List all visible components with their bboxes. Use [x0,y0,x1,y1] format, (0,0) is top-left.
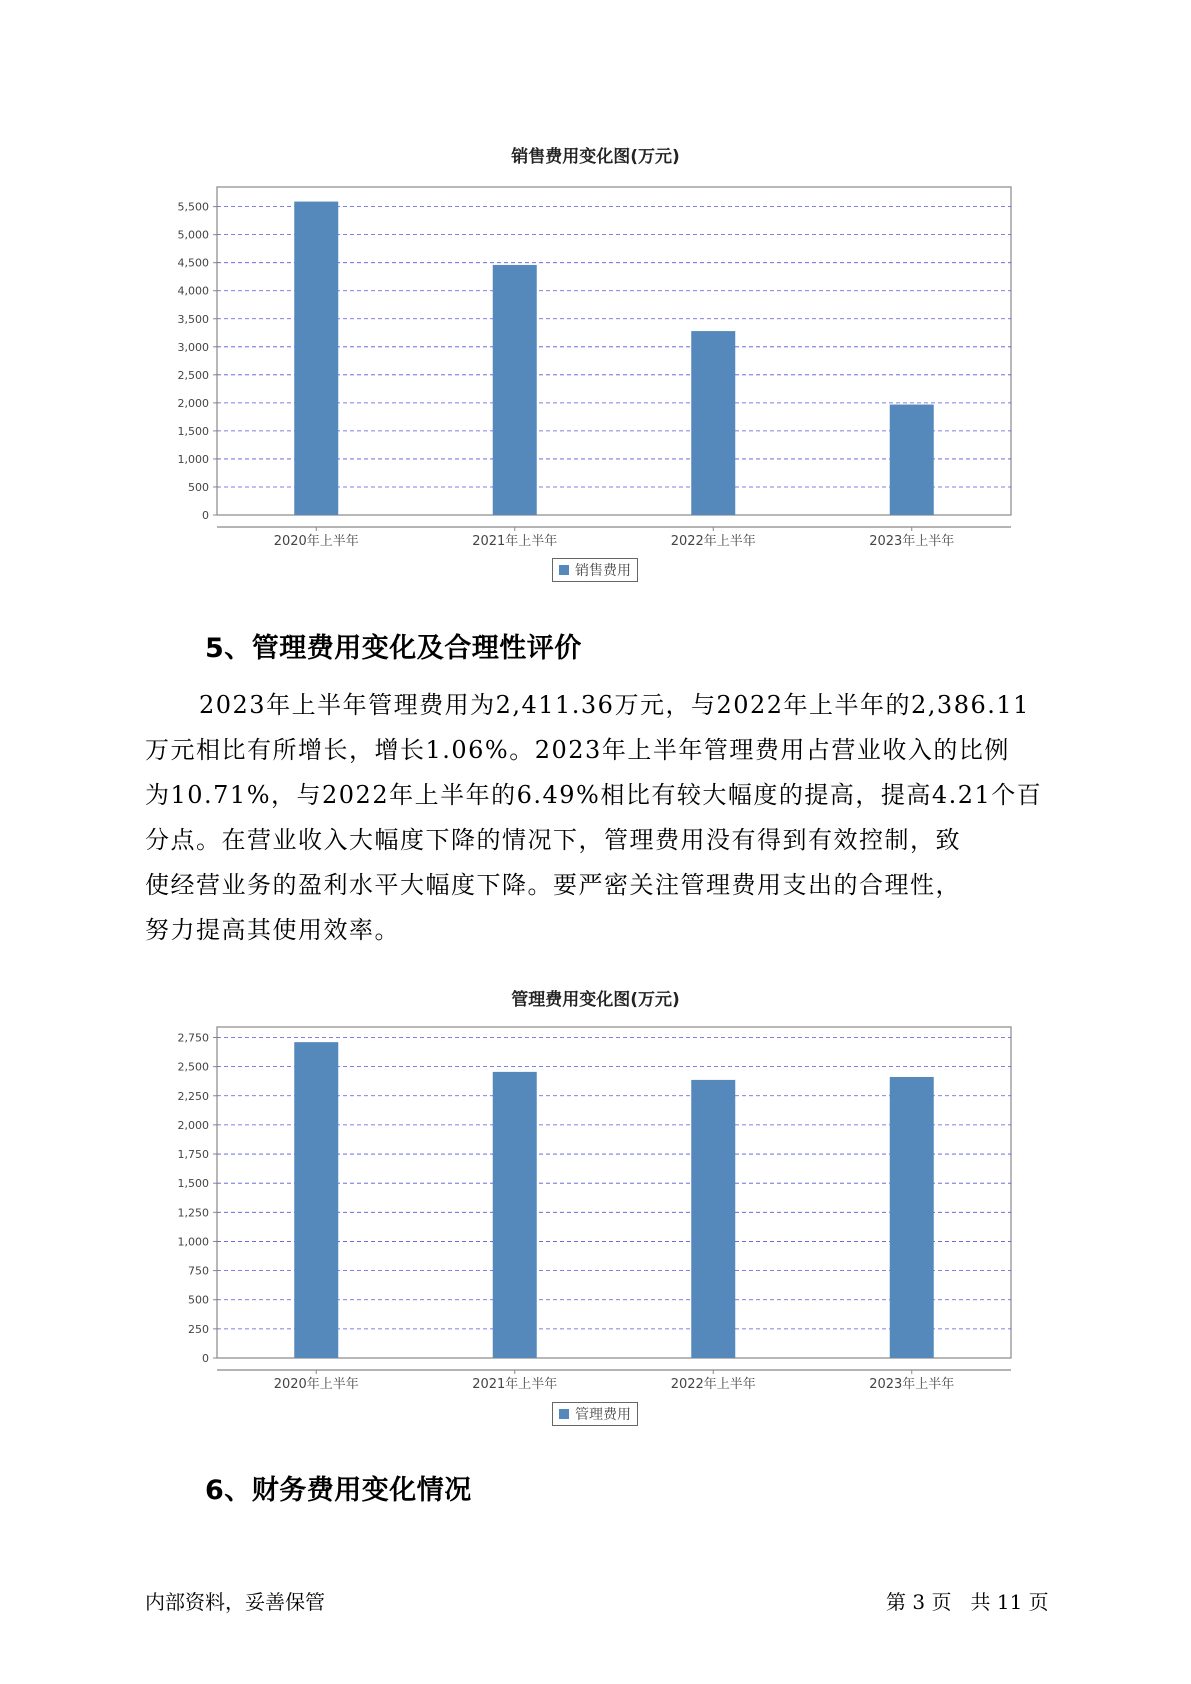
chart1-ytick-label: 1,500 [177,424,209,438]
para-line: 努力提高其使用效率。 [145,916,400,944]
chart2-ytick-label: 2,000 [177,1118,209,1132]
chart2-ytick-label: 2,250 [177,1089,209,1103]
chart1-xtick-label: 2023年上半年 [869,534,955,549]
chart1-ytick-label: 3,500 [177,312,209,326]
chart2-bar [691,1080,735,1358]
chart2-bar [890,1077,934,1358]
chart2-legend [552,1402,638,1426]
chart1-ytick-label: 4,000 [177,284,209,298]
chart2-ytick-label: 250 [188,1322,209,1336]
chart2-ytick-label: 750 [188,1264,209,1278]
chart2-ytick-label: 0 [202,1352,209,1365]
chart2-bar [294,1042,338,1358]
footer-left: 内部资料，妥善保管 [145,1590,325,1614]
chart2-xtick-label: 2021年上半年 [472,1377,558,1392]
chart2-ytick-label: 1,000 [177,1235,209,1249]
para-line: 万元相比有所增长，增长1.06%。2023年上半年管理费用占营业收入的比例 [145,736,1010,764]
chart1-title: 销售费用变化图(万元) [511,147,680,167]
chart1-ytick-label: 2,500 [177,368,209,382]
chart1-ytick-label: 3,000 [177,340,209,354]
para-line: 为10.71%，与2022年上半年的6.49%相比有较大幅度的提高，提高4.21个百 [145,781,1043,809]
chart2-xtick-label: 2022年上半年 [670,1377,756,1392]
chart1-ytick-label: 5,000 [177,228,209,242]
chart1-xtick-label: 2020年上半年 [273,534,359,549]
chart2-ytick-label: 2,500 [177,1060,209,1074]
chart2-title: 管理费用变化图(万元) [511,990,680,1010]
chart1-ytick-label: 4,500 [177,256,209,270]
chart1-ytick-label: 0 [202,509,209,522]
chart1-xtick-label: 2022年上半年 [670,534,756,549]
chart1-xtick-label: 2021年上半年 [472,534,558,549]
chart2-ytick-label: 1,500 [177,1177,209,1191]
chart2-xtick-label: 2023年上半年 [869,1377,955,1392]
para-line: 分点。在营业收入大幅度下降的情况下，管理费用没有得到有效控制，致 [145,826,961,854]
section6-heading: 6、财务费用变化情况 [205,1475,472,1506]
para-line: 2023年上半年管理费用为2,411.36万元，与2022年上半年的2,386.11 [199,691,1030,719]
chart1-ytick-label: 1,000 [177,452,209,466]
chart2-ytick-label: 2,750 [177,1031,209,1045]
legend-swatch-icon [559,1409,569,1419]
chart2-bar [493,1072,537,1358]
chart2-legend-label: 管理费用 [575,1407,631,1423]
para-line: 使经营业务的盈利水平大幅度下降。要严密关注管理费用支出的合理性， [145,871,961,899]
footer-page-number: 第 3 页 共 11 页 [886,1590,1049,1614]
chart1-ytick-label: 2,000 [177,396,209,410]
chart1-legend-label: 销售费用 [575,563,631,579]
chart2-xtick-label: 2020年上半年 [273,1377,359,1392]
chart2-ytick-label: 1,250 [177,1206,209,1220]
chart2-ytick-label: 500 [188,1293,209,1307]
section5-heading: 5、管理费用变化及合理性评价 [205,633,582,664]
chart2-ytick-label: 1,750 [177,1148,209,1162]
chart1-ytick-label: 5,500 [177,200,209,214]
chart1-ytick-label: 500 [188,480,209,494]
